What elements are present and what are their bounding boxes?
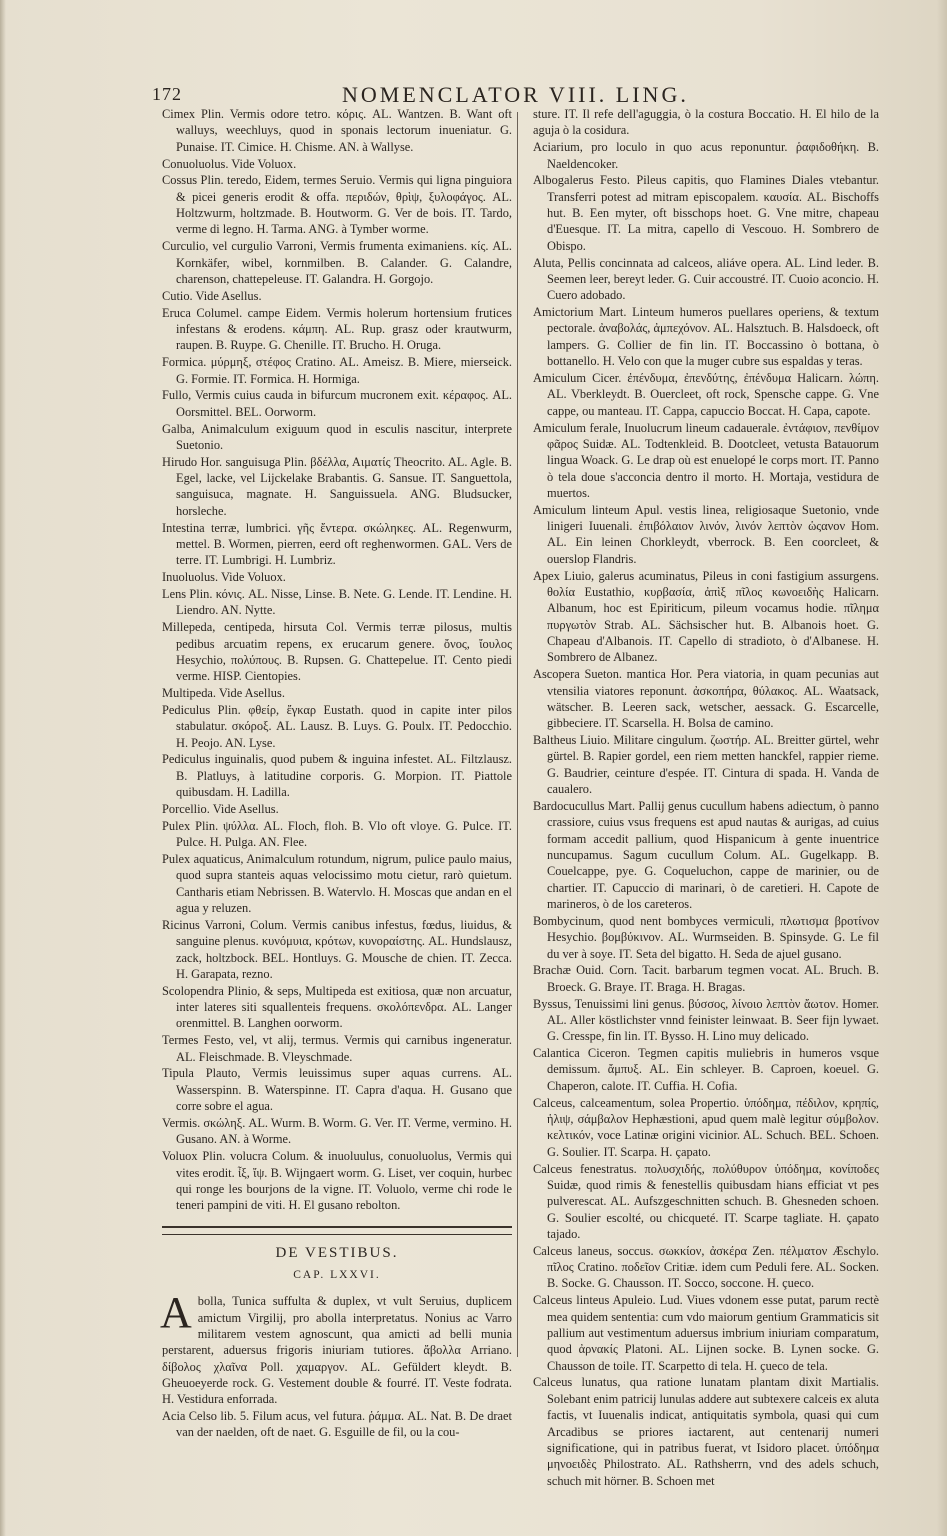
dictionary-entry: Apex Liuio, galerus acuminatus, Pileus in coni fastigium assurgens. θολία Eustathio, κυρβασία, ἀπὶξ πῖλος κωνοειδὴς Halicarn. Albanum, hoc est Epiriticum, pileum vocamus hodie. πῖλημα πυργωτὸν Strab. AL. Sächsischer hut. B. Albanois hoet. G. Chapeau d'Albanois. IT. Capello di stradioto, ò d'Albanese. H. Sombrero de Albanez. [533,568,879,665]
dictionary-entry: Cossus Plin. teredo, Eidem, termes Seruio. Vermis qui ligna pinguiora & picei generis erodit & offa. περιδών, θρὶψ, ξυλοφάγος. AL. Holtzwurm, holtzmade. B. Houtworm. G. Ver de bois. IT. Tardo, verme di legno. H. Tarma. ANG. à Tymber worme. [162,173,512,237]
dictionary-entry: Inuoluolus. Vide Voluox. [162,570,286,585]
dictionary-entry: Multipeda. Vide Asellus. [162,686,285,701]
dictionary-entry: Galba, Animalculum exiguum quod in esculis nascitur, interprete Suetonio. [162,421,512,452]
dictionary-entry: Calceus fenestratus. πολυσχιδής, πολύθυρον ὑπόδημα, κονίποδες Suidæ, quod rimis & fenestellis quibusdam hians efficiat vt pes pulverescat. AL. Aufszgeschnitten schuch. B. Ghesneden schoen. G. Soulier escolté, ou chicqueté. IT. Scarpe tagliate. H. çapato tajado. [533,1161,879,1241]
dictionary-entry: Curculio, vel curgulio Varroni, Vermis frumenta eximaniens. κίς. AL. Kornkäfer, wibel, kornmilben. B. Calander. G. Calandre, charenson, chattepeleuse. IT. Galandra. H. Gorgojo. [162,239,512,286]
dictionary-entry: Brachæ Ouid. Corn. Tacit. barbarum tegmen vocat. AL. Bruch. B. Broeck. G. Braye. IT. Braga. H. Bragas. [533,963,879,994]
dictionary-entry: Calceus, calceamentum, solea Propertio. ὑπόδημα, πέδιλον, κρηπίς, ἡλιψ, σάμβαλον Hephæstioni, apud quem malè legitur σύμβολον. κελτικόν, voce Latinæ origini vicinior. AL. Schuch. BEL. Schoen. G. Soulier. IT. Scarpa. H. çapato. [533,1095,879,1159]
dictionary-entry: Bombycinum, quod nent bombyces vermiculi, πλωτισμα βροτίνον Hesychio. βομβύκινον. AL. Wurmseiden. B. Spinsyde. G. Le fil du ver à soye. IT. Seta del bigatto. H. Seda de ajuel gusano. [533,913,879,961]
dictionary-entry: Eruca Columel. campe Eidem. Vermis holerum hortensium frutices infestans & erodens. κάμπη. AL. Rup. grasz oder krautwurm, raupen. B. Ruype. G. Chenille. IT. Brucho. H. Oruga. [162,305,512,353]
dictionary-entry: Amictorium Mart. Linteum humeros puellares operiens, & textum pectorale. ἀναβολάς, ἀμπεχόνον. AL. Halsztuch. B. Halsdoeck, oft lampers. G. Collier de fin lin. IT. Boccassino ò bottana, ò bottanello. H. Velo con que la muger cubre sus espaldas y teras. [533,305,879,369]
dictionary-entry: Intestina terræ, lumbrici. γῆς ἔντερα. σκώληκες. AL. Regenwurm, mettel. B. Wormen, pierren, eerd oft reghenwormen. GAL. Vers de terre. IT. Lumbrigi. H. Lumbriz. [162,520,512,568]
chapter-heading: CAP. LXXVI. [293,1268,381,1281]
dictionary-entry: Formica. μύρμηξ, στέφος Cratino. AL. Ameisz. B. Miere, mierseick. G. Formie. IT. Formica. H. Hormiga. [162,355,512,386]
dictionary-entry: Ascopera Sueton. mantica Hor. Pera viatoria, in quam pecunias aut vtensilia viatores reponunt. ἀσκοπήρα, θύλακος. AL. Waatsack, wätscher. B. Leeren sack, wetscher, aessack. G. Escarcelle, gibbeciere. IT. Scarsella. H. Bolsa de camino. [533,667,879,731]
dictionary-entry: Bardocucullus Mart. Pallij genus cucullum habens adiectum, ò panno crassiore, cuius vsus frequens est apud nautas & aurigas, ad cuius formam accedit pallium, quod Hispanicum à gente inuentrice nuncupamus. Sagum cucullum Colum. AL. Gugelkapp. B. Couelcappe, pye. G. Coqueluchon, cappe de marinier, ou de chartier. IT. Capuccio di marinari, ò de caretieri. H. Capote de marineros, ò de los careteros. [533,798,879,911]
dictionary-entry: Lens Plin. κόνις. AL. Nisse, Linse. B. Nete. G. Lende. IT. Lendine. H. Liendro. AN. Nytte. [162,586,512,618]
right-entry-list [533,139,879,1489]
dictionary-entry: Albogalerus Festo. Pileus capitis, quo Flamines Diales vtebantur. Transferri potest ad mitram episcopalem. καυσία. AL. Bischoffs hut. B. Een myter, oft bisschops hoet. G. Vne mitre, chapeau d'Euesque. IT. La mitra, capello di Vescouo. H. Sombrero de Obispo. [533,173,879,253]
dictionary-entry: Pediculus Plin. φθείρ, ἔγκαρ Eustath. quod in capite inter pilos stabulatur. σκόροξ. AL. Lausz. B. Luys. G. Poulx. IT. Pedocchio. H. Peojo. AN. Lyse. [162,702,512,750]
dictionary-entry: Conuoluolus. Vide Voluox. [162,156,297,171]
dictionary-entry: Fullo, Vermis cuius cauda in bifurcum mucronem exit. κέραφος. AL. Oorsmittel. BEL. Oorworm. [162,388,512,419]
dictionary-entry: Tipula Plauto, Vermis leuissimus super aquas currens. AL. Wasserspinn. B. Waterspinne. IT. Capra d'aqua. H. Gusano que corre sobre el agua. [162,1066,512,1114]
dictionary-entry: Termes Festo, vel, vt alij, termus. Vermis qui carnibus ingeneratur. AL. Fleischmade. B. Vleyschmade. [162,1033,512,1064]
dictionary-entry: Voluox Plin. volucra Colum. & inuoluulus, conuoluolus, Vermis qui vites erodit. ἶξ, ἴψ. B. Wijngaert worm. G. Liset, ver coquin, hurbec qui ronge les bourjons de la vigne. IT. Voluolo, verme chi rode le teneri pampini de viti. H. El gusano rebolton. [162,1149,512,1213]
dictionary-entry: Millepeda, centipeda, hirsuta Col. Vermis terræ pilosus, multis pedibus arcuatim repens, ex erucarum genere. ὄνος, ἴουλος Hesychio, πολύπους. B. Rupsen. G. Chattepelue. IT. Cento piedi verme. HISP. Cientopies. [162,620,512,684]
dictionary-entry: Pediculus inguinalis, quod pubem & inguina infestet. AL. Filtzlausz. B. Platluys, à latitudine corporis. G. Morpion. IT. Piattole quibusdam. H. Ladilla. [162,752,512,800]
dictionary-entry: Cutio. Vide Asellus. [162,288,262,303]
section-first-entry [160,1288,512,1407]
dictionary-entry: Vermis. σκώληξ. AL. Wurm. B. Worm. G. Ver. IT. Verme, vermino. H. Gusano. AN. à Worme. [162,1115,512,1147]
continued-entry: sture. IT. Il refe dell'aguggia, ò la costura Boccatio. H. El hilo de la aguja ò la cosidura. [533,107,879,138]
column-rule [517,112,518,1357]
dictionary-entry: Baltheus Liuio. Militare cingulum. ζωστήρ. AL. Breitter gürtel, wehr gürtel. B. Rapier gordel, een riem metten hanckfel, rappier rieme. G. Baudrier, ceinture d'espée. IT. Cintura di spada. H. Vanda de caualero. [533,733,879,797]
drop-cap: A [160,1288,192,1338]
left-entry-list [162,106,512,1214]
entry-text: bolla, Tunica suffulta & duplex, vt vult Seruius, duplicem amictum Virgilij, pro abolla interpretatus. Nonius ac Varro militarem vestem agnoscunt, qua amicti ad belli munia perstarent, aduersus frigoris iniuriam tutiores. ἄβολλα Arriano. δίβολος χλαῖνα Poll. χαμαργον. AL. Gefüldert kleydt. B. Gheuoeyerde rock. G. Vestement double & fourré. IT. Veste fodrata. H. Vestidura enforrada. [162,1294,512,1407]
dictionary-entry: Calceus laneus, soccus. σωκκίον, ἀσκέρα Zen. πέλματον Æschylo. πῖλος Cratino. ποδεῖον Critiæ. idem cum Peduli fere. AL. Socken. B. Socke. G. Chausson. IT. Socco, soccone. H. çueco. [533,1243,879,1291]
dictionary-entry: Amiculum linteum Apul. vestis linea, religiosaque Suetonio, vnde linigeri Iuuenali. ἐπιβόλαιον λινόν, λινόν λεπτὸν ὡςανον Hom. AL. Ein leinen Chorkleydt, vberrock. B. Een coorcleet, & ouerslop Flandris. [533,502,879,566]
dictionary-entry: Byssus, Tenuissimi lini genus. βύσσος, λίνοιο λεπτὸν ἄωτον. Homer. AL. Aller köstlichster vnnd feinister leinwaat. B. Seer fijn lywaet. G. Cresspe, fin lin. IT. Bysso. H. Lino muy delicado. [533,996,879,1044]
dictionary-entry: Amiculum Cicer. ἐπένδυμα, ἐπενδύτης, ἐπένδυμα Halicarn. λώπη. AL. Vberkleydt. B. Ouercleet, oft rock, Spensche cappe. G. Vne cappe, ou manteau. IT. Cappa, capuccio Boccat. H. Capa, capote. [533,371,879,418]
page-number: 172 [152,84,182,104]
page-header [152,82,762,108]
dictionary-entry: Pulex Plin. ψύλλα. AL. Floch, floh. B. Vlo oft vloye. G. Pulce. IT. Pulce. H. Pulga. AN. Flee. [162,818,512,850]
dictionary-entry: Calceus lunatus, qua ratione lunatam plantam dixit Martialis. Solebant enim patricij lunulas addere aut subtexere calceis ex aluta factis, vt Iuuenalis indicat, antiquitatis symbola, quasi qui cum Arcadibus se priores iactarent, aut centenarij numeri significatione, qui in patribus fuerat, vt Isidoro placet. ὑπόδημα μηνοειδὲς Philostrato. AL. Rathsherrn, vnd des adels schuch, schuch mit hörner. B. Schoen met [533,1375,880,1488]
right-column [533,106,880,1488]
paper-edge [937,0,947,1536]
dictionary-entry: Acia Celso lib. 5. Filum acus, vel futura. ῥάμμα. AL. Nat. B. De draet van der naelden, oft de naet. G. Esguille de fil, ou la cou- [162,1409,512,1440]
section-title: DE VESTIBUS. [275,1244,399,1261]
dictionary-entry: Pulex aquaticus, Animalculum rotundum, nigrum, pulice paulo maius, quod supra stanteis aquas velocissimo motu cietur, rarò quietum. Cantharis etiam Nebrissen. B. Watervlo. H. Moscas que andan en el agua y reluzen. [162,851,512,915]
dictionary-entry: Calceus linteus Apuleio. Lud. Viues vdonem esse putat, parum rectè mea quidem sententia: cum vdo maiorum gentium Grammaticis sit pallium aut vestimentum aduersus imbrium iniuriam comparatum, quod ἀρνακίς Platoni. AL. Lijnen socke. B. Lynen socke. G. Chausson de toile. IT. Scarpetto di tela. H. çueco de tela. [533,1293,879,1373]
dictionary-entry: Hirudo Hor. sanguisuga Plin. βδέλλα, Αιματίς Theocrito. AL. Agle. B. Egel, lacke, vel Lijckelake Brabantis. G. Sansue. IT. Sanguettola, sanguisuca, magnate. H. Sanguissuela. ANG. Bludsucker, horsleche. [162,454,512,518]
dictionary-entry: Scolopendra Plinio, & seps, Multipeda est exitiosa, quæ non arcuatur, inter lateres siti squallenteis frequens. σκολόπενδρα. AL. Langer orenmittel. B. Langhen oorworm. [162,983,512,1031]
dictionary-entry: Amiculum ferale, Inuolucrum lineum cadauerale. ἐντάφιον, πενθίμον φᾶρος Suidæ. AL. Todtenkleid. B. Dootcleet, vetusta Batauorum lingua Woack. G. Le drap où est enuelopé le corps mort. IT. Panno ò tela doue s'acconcia dentro il morto. H. Mortaja, vestidura de muertos. [533,420,879,500]
left-column [160,106,512,1440]
dictionary-entry: Ricinus Varroni, Colum. Vermis canibus infestus, fœdus, liuidus, & sanguine plenus. κυνόμυια, κρότων, κυνοραίστης. AL. Hundslausz, zack, holtzbock. BEL. Hontluys. G. Mousche de chien. IT. Zecca. H. Garapata, rezno. [162,917,512,981]
dictionary-entry: Porcellio. Vide Asellus. [162,801,279,816]
section-divider [162,1226,512,1235]
dictionary-entry: Cimex Plin. Vermis odore tetro. κόρις. AL. Wantzen. B. Want oft walluys, weechluys, quod in sponais lectorum inueniatur. G. Punaise. IT. Cimice. H. Chisme. AN. à Wallyse. [162,107,512,154]
running-title: NOMENCLATOR VIII. LING. [342,82,689,107]
dictionary-entry: Aciarium, pro loculo in quo acus reponuntur. ῥαφιδοθήκη. B. Naeldencoker. [533,140,879,171]
dictionary-entry: Aluta, Pellis concinnata ad calceos, aliáve opera. AL. Lind leder. B. Seemen leer, bereyt leder. G. Cuir accoustré. IT. Cuoio aconcio. H. Cuero adobado. [533,255,879,303]
dictionary-entry: Calantica Ciceron. Tegmen capitis muliebris in humeros vsque demissum. ἄμπυξ. AL. Ein schleyer. B. Caproen, koeuel. G. Chaperon, calote. IT. Cuffia. H. Cofia. [533,1046,879,1093]
